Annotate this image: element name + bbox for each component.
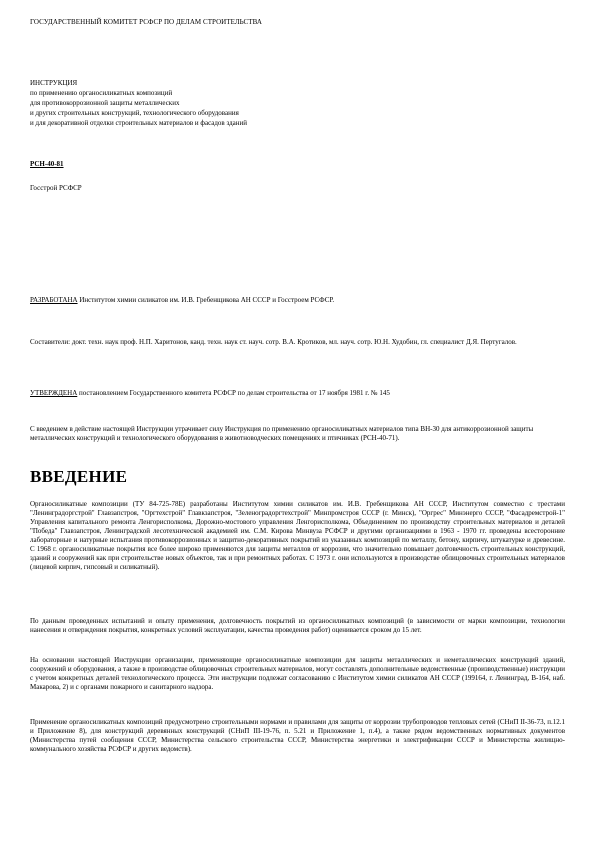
- title-line: ИНСТРУКЦИЯ: [30, 79, 78, 87]
- document-code[interactable]: РСН-40-81: [30, 160, 64, 168]
- intro-paragraph: Применение органосиликатных композиций предусмотрено строительными нормами и правилами для защиты от коррозии трубопроводов тепловых сетей (СНиП II-36-73, п.12.1 и Приложение 8), для конструкций деревянных конструкций (СНиП III-19-76, п. 5.21 и Приложение 1, п.4), а также рядом ведомственных нормативных документов (Министерства путей сообщения СССР, Министерства сельского строительства СССР, Министерства энергетики и электрификации СССР и Министерства жилищно-коммунального хозяйства РСФСР и других ведомств).: [30, 718, 565, 753]
- developed-label: РАЗРАБОТАНА: [30, 296, 78, 304]
- intro-paragraph: Органосиликатные композиции (ТУ 84-725-78Е) разработаны Институтом химии силикатов им. И.В. Гребенщикова АН СССР, Институтом совместно с трестами "Ленинградоргстрой" Главзапстроя, "Оргтехстрой" Главкзапстроя, "Зеленоградоргтехстрой" Минпромстроя СССР (г. Минск), "Оргрес" Минэнерго СССР, "Фасадремстрой-1" Управления капитального ремонта Ленгорисполкома, Дорожно-мостового управления Ленгорисполкома, Объединением по производству строительных материалов и деталей "Победа" Главзапстроя, Ленинградской лесотехнической академией им. С.М. Кирова Минвуза РСФСР и другими организациями в 1963 - 1970 гг. проведены всесторонние лабораторные и натурные испытания противокоррозионных и защитно-декоративных покрытий из указанных композиций по металлу, бетону, кирпичу, штукатурке и древесине. С 1968 г. органосиликатные покрытия все более широко применяются для защиты металлов от коррозии, что значительно повышает долговечность строительных конструкций, зданий и сооружений как при строительстве новых объектов, так и при ремонтных работах. С 1973 г. они используются в производстве облицовочных строительных материалов (лицевой кирпич, гипсовый и силикатный).: [30, 500, 565, 571]
- developed-text: Институтом химии силикатов им. И.В. Гребенщикова АН СССР и Госстроем РСФСР.: [77, 296, 335, 304]
- document-title: [30, 78, 565, 128]
- intro-paragraph: По данным проведенных испытаний и опыту применения, долговечность покрытий из органосиликатных композиций (в зависимости от марки композиции, технологии нанесения и отверждения покрытия, конкретных условий эксплуатации, качества проведения работ) оценивается сроком до 15 лет.: [30, 617, 565, 634]
- developed-by: [30, 296, 565, 305]
- issuing-agency: Госстрой РСФСР: [30, 184, 82, 192]
- approved-label: УТВЕРЖДЕНА: [30, 389, 78, 397]
- organization-header: ГОСУДАРСТВЕННЫЙ КОМИТЕТ РСФСР ПО ДЕЛАМ СТРОИТЕЛЬСТВА: [30, 18, 262, 26]
- approved-text: постановлением Государственного комитета РСФСР по делам строительства от 17 ноября 1981 г. № 145: [77, 389, 390, 397]
- section-heading: ВВЕДЕНИЕ: [30, 467, 128, 486]
- title-line: по применению органосиликатных композиций: [30, 89, 173, 97]
- authors: Составители: докт. техн. наук проф. Н.П. Харитонов, канд. техн. наук ст. науч. сотр. В.А. Кротиков, мл. науч. сотр. Ю.Н. Худобин, гл. специалист Д.Я. Пертугалов.: [30, 338, 517, 346]
- supersedes-note: С введением в действие настоящей Инструкции утрачивает силу Инструкция по применению органосиликатных материалов типа ВН-30 для антикоррозионной защиты металлических конструкций и технологического оборудования в животноводческих помещениях и птичниках (РСН-40-71).: [30, 425, 534, 442]
- title-line: для противокоррозионной защиты металлических: [30, 99, 180, 107]
- approved-by: [30, 389, 565, 398]
- title-line: и других строительных конструкций, технологического оборудования: [30, 109, 239, 117]
- title-line: и для декоративной отделки строительных материалов и фасадов зданий: [30, 119, 248, 127]
- intro-paragraph: На основании настоящей Инструкции организации, применяющие органосиликатные композиции для защиты металлических и неметаллических конструкций зданий, сооружений и оборудования, а также в производстве облицовочных строительных материалов, могут составлять дополнительные ведомственные (производственные) инструкции с учетом конкретных деталей технологического процесса. Эти инструкции подлежат согласованию с Институтом химии силикатов АН СССР (199164, г. Ленинград, В-164, наб. Макарова, 2) и с органами пожарного и санитарного надзора.: [30, 656, 565, 691]
